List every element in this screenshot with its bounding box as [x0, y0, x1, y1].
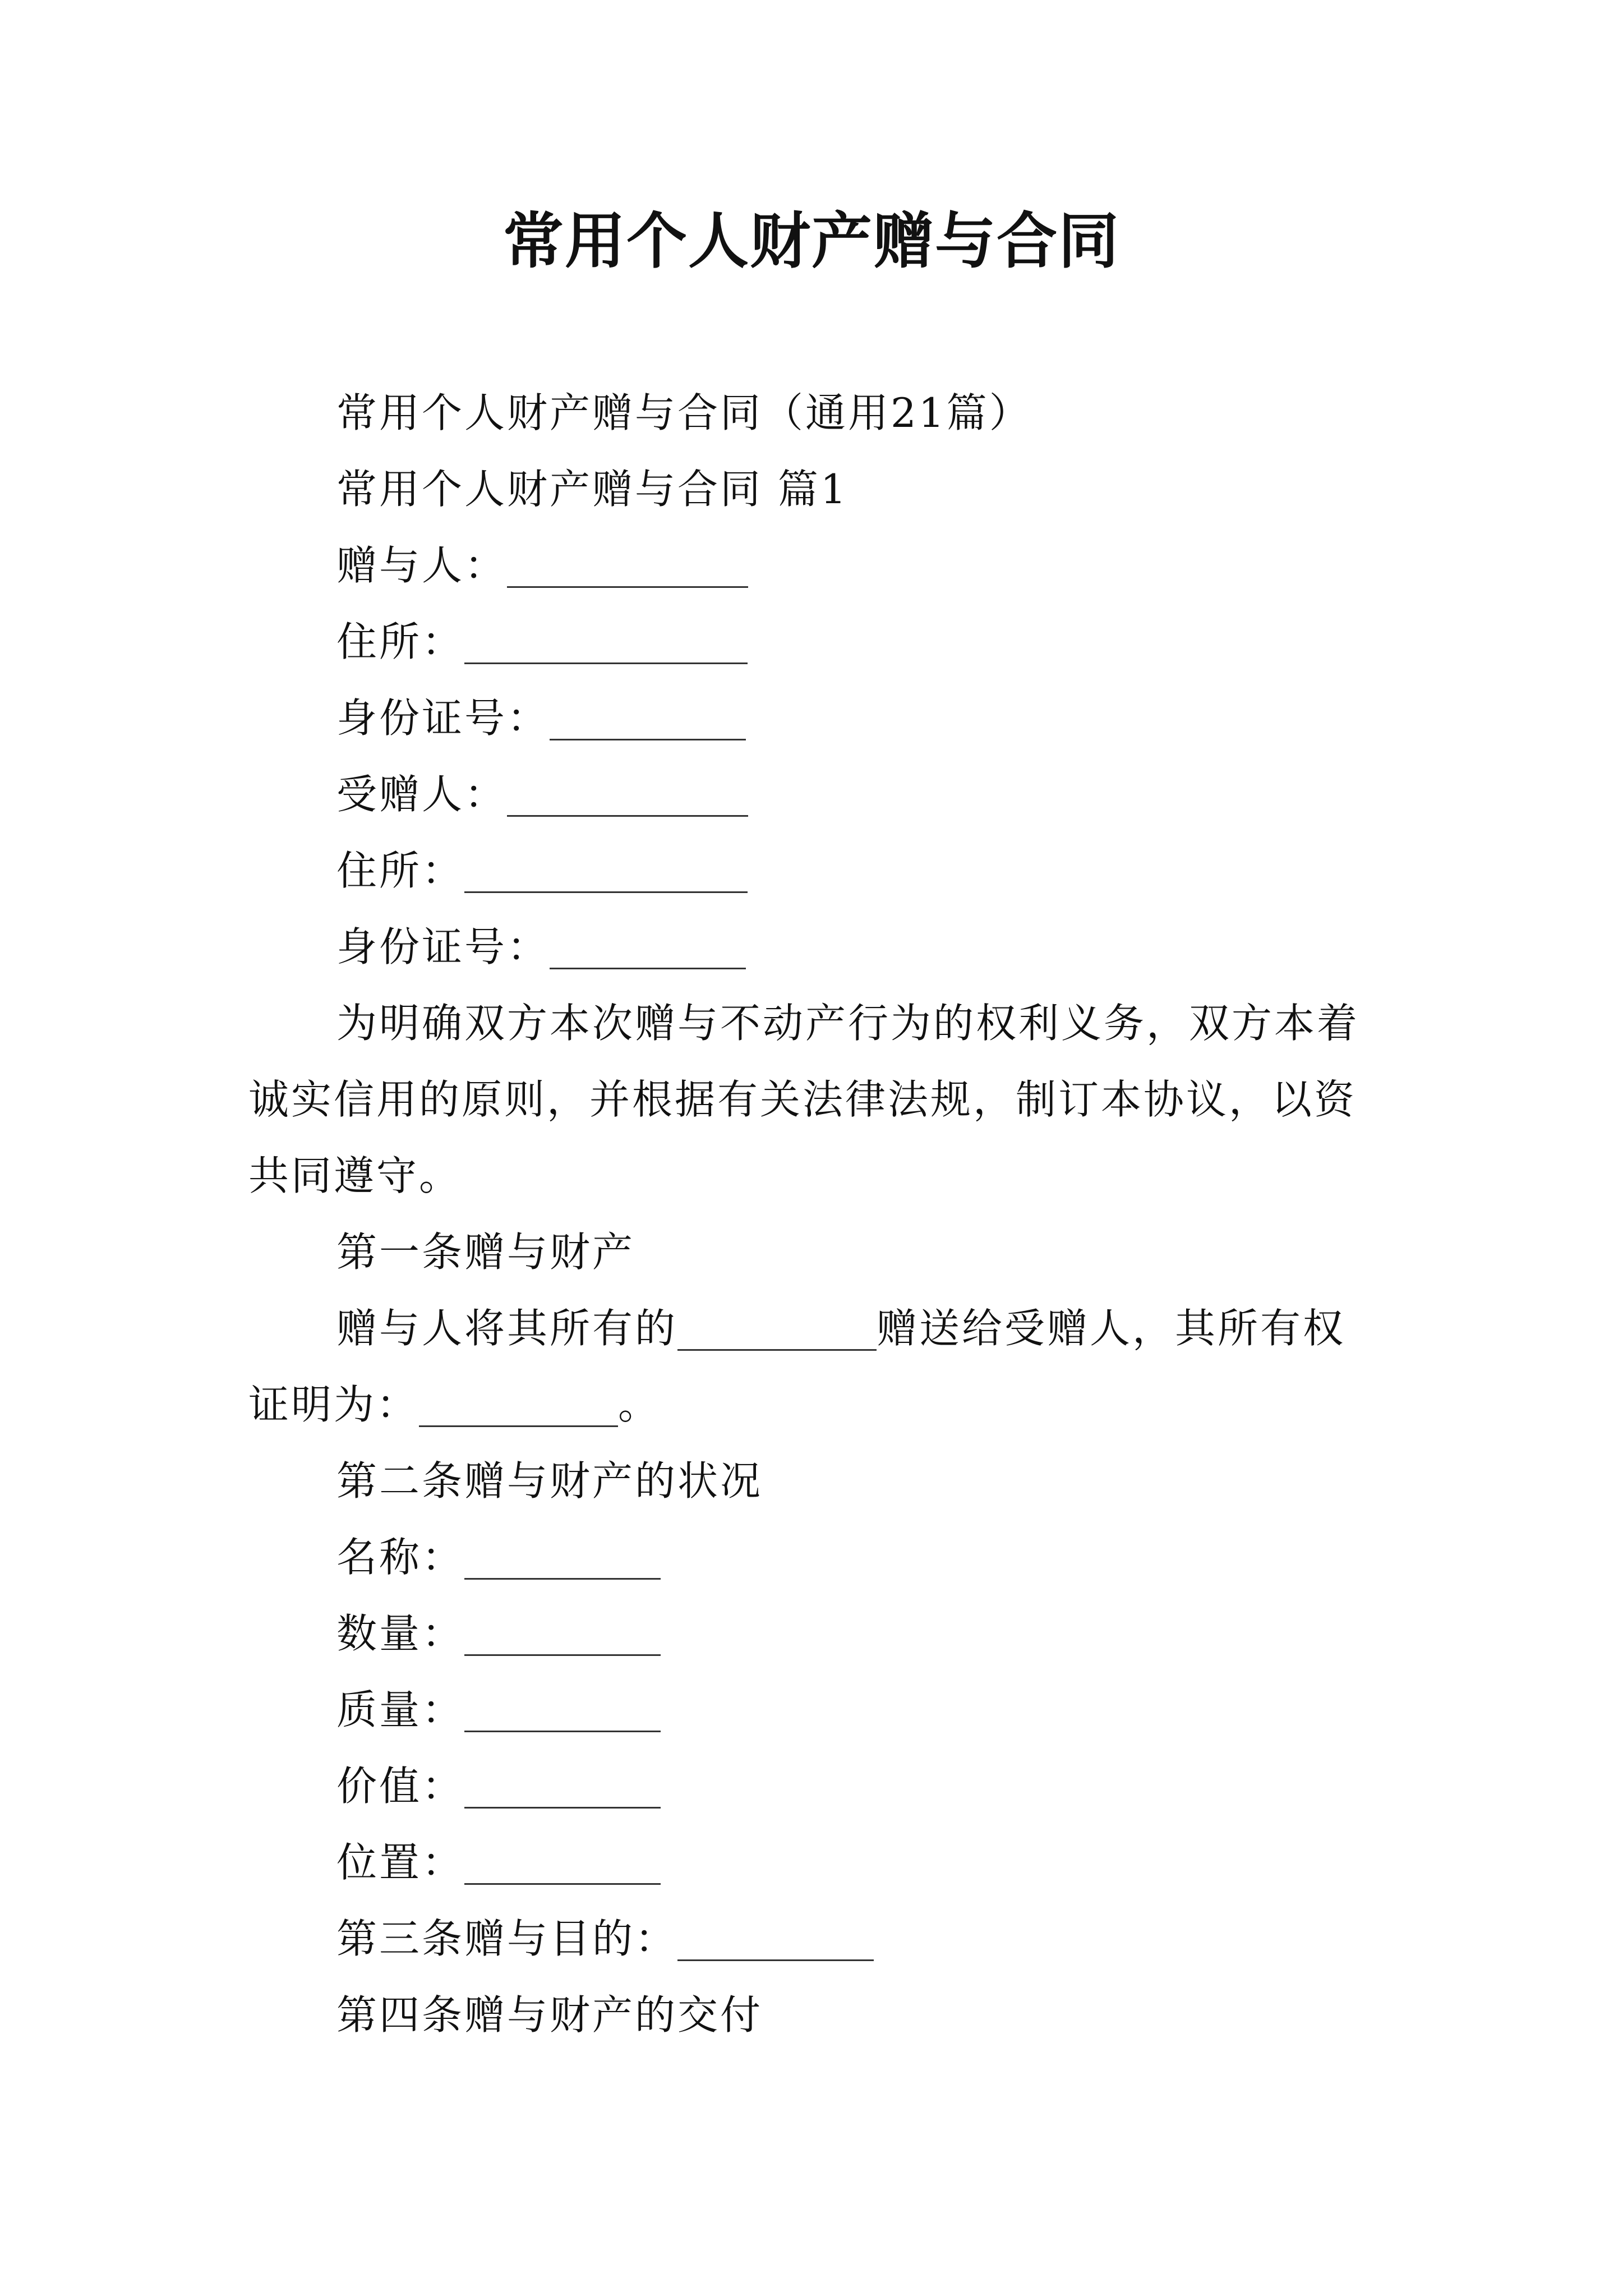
article2-quantity-label: 数量：: [336, 1610, 465, 1657]
document-title: 常用个人财产赠与合同: [502, 206, 1120, 277]
donee-address-label: 住所：: [336, 847, 465, 894]
article3-label: 第三条赠与目的：: [336, 1915, 678, 1962]
donor-id-row: [336, 684, 746, 752]
donor-name-label: 赠与人：: [336, 542, 508, 589]
article2-value-row: [336, 1752, 661, 1820]
donor-address-blank: [464, 618, 748, 664]
donor-id-label: 身份证号：: [336, 694, 550, 742]
preamble-line-1: 为明确双方本次赠与不动产行为的权利义务，双方本着: [336, 1000, 1360, 1047]
donor-id-blank: [550, 694, 746, 740]
article2-quantity-row: [336, 1600, 661, 1667]
article1-text-part3: 证明为：: [248, 1381, 419, 1428]
article2-quantity-blank: [464, 1609, 661, 1656]
donee-name-label: 受赠人：: [336, 771, 508, 818]
article1-certificate-blank: [419, 1381, 618, 1427]
article2-quality-label: 质量：: [336, 1686, 465, 1733]
article1-text-part2: 赠送给受赠人，其所有权: [877, 1305, 1346, 1352]
preamble-line-3: 共同遵守。: [248, 1152, 462, 1199]
donee-name-row: [336, 761, 748, 828]
section-heading: 常用个人财产赠与合同 篇1: [336, 466, 849, 513]
article2-value-label: 价值：: [336, 1763, 465, 1810]
article2-name-label: 名称：: [336, 1534, 465, 1581]
donee-id-blank: [550, 923, 746, 969]
article2-heading: 第二条赠与财产的状况: [336, 1457, 763, 1504]
article1-text-end: 。: [618, 1381, 661, 1428]
article2-location-row: [336, 1829, 661, 1896]
donor-name-row: [336, 532, 748, 599]
preamble-line-2: 诚实信用的原则，并根据有关法律法规，制订本协议，以资: [248, 1076, 1357, 1123]
article4-heading: 第四条赠与财产的交付: [336, 1991, 763, 2039]
article3-row: [336, 1905, 874, 1972]
article2-quality-blank: [464, 1686, 661, 1732]
article2-location-label: 位置：: [336, 1839, 465, 1886]
article1-text-part1: 赠与人将其所有的: [336, 1305, 678, 1352]
donee-id-row: [336, 913, 746, 981]
article1-text-line-1: [336, 1295, 1345, 1362]
article2-name-blank: [464, 1533, 661, 1580]
donor-address-row: [336, 608, 748, 675]
article2-name-row: [336, 1524, 661, 1591]
article2-value-blank: [464, 1762, 661, 1809]
article1-text-line-2: [248, 1371, 661, 1438]
donor-address-label: 住所：: [336, 618, 465, 665]
article2-location-blank: [464, 1838, 661, 1885]
article1-property-blank: [677, 1304, 877, 1351]
donee-id-label: 身份证号：: [336, 923, 550, 970]
donee-address-row: [336, 837, 748, 904]
article3-purpose-blank: [677, 1915, 874, 1961]
document-subtitle: 常用个人财产赠与合同（通用21篇）: [336, 389, 1032, 436]
article1-heading: 第一条赠与财产: [336, 1228, 635, 1276]
article2-quality-row: [336, 1676, 661, 1743]
donor-name-blank: [507, 541, 748, 588]
donee-address-blank: [464, 846, 748, 893]
donee-name-blank: [507, 770, 748, 817]
